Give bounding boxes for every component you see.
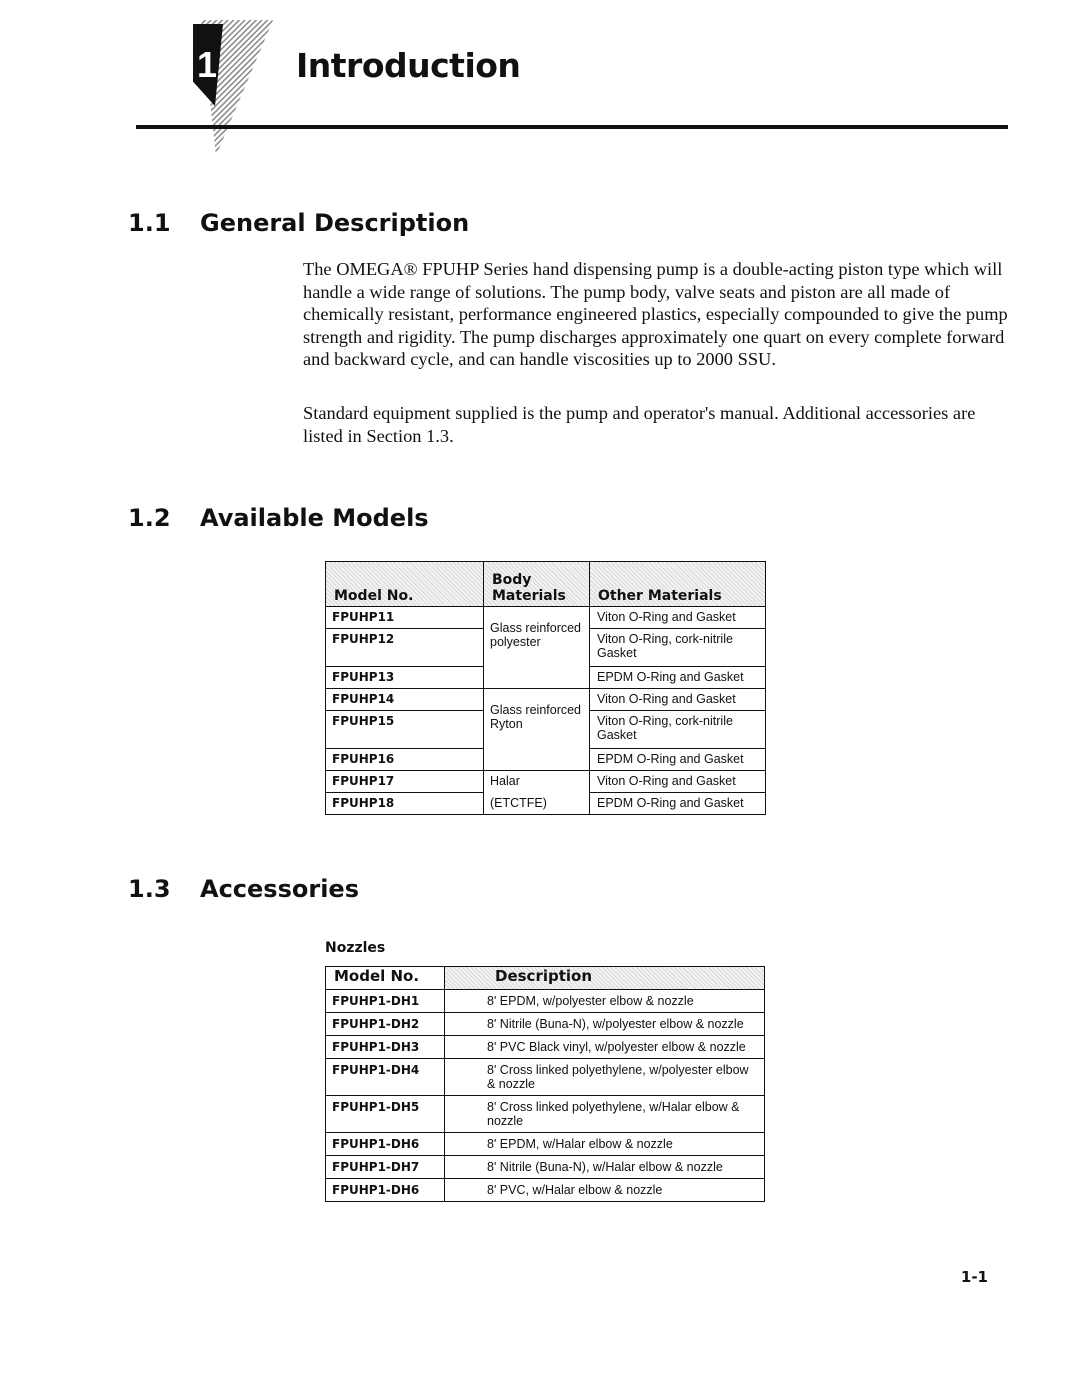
models-table	[325, 561, 766, 815]
table-row	[326, 1179, 765, 1202]
standard-equipment-paragraph: Standard equipment supplied is the pump and operator's manual. Additional accessories are listed in Section 1.3.	[303, 403, 976, 446]
model-number: FPUHP13	[326, 667, 484, 689]
accessories-table	[325, 966, 765, 1202]
other-materials: EPDM O-Ring and Gasket	[590, 793, 766, 815]
table-row	[326, 771, 766, 793]
table-row	[326, 1059, 765, 1096]
other-materials: EPDM O-Ring and Gasket	[590, 667, 766, 689]
chapter-number: 1	[196, 44, 218, 85]
other-materials: Viton O-Ring and Gasket	[590, 607, 766, 629]
page-number: 1-1	[960, 1268, 988, 1286]
model-number: FPUHP16	[326, 749, 484, 771]
table-row	[326, 607, 766, 629]
section-title: Available Models	[200, 504, 429, 532]
model-number: FPUHP12	[326, 629, 484, 667]
accessories-header-description: Description	[445, 967, 765, 990]
accessory-model-number: FPUHP1-DH6	[326, 1179, 445, 1202]
table-row	[326, 1096, 765, 1133]
body-material: Glass reinforced polyester	[484, 607, 590, 689]
body-material: (ETCTFE)	[484, 793, 590, 815]
table-row	[326, 1133, 765, 1156]
chapter-badge	[193, 20, 273, 160]
accessory-model-number: FPUHP1-DH2	[326, 1013, 445, 1036]
other-materials: Viton O-Ring and Gasket	[590, 771, 766, 793]
accessory-model-number: FPUHP1-DH4	[326, 1059, 445, 1096]
section-number: 1.1	[128, 209, 171, 237]
table-row	[326, 1013, 765, 1036]
chapter-title: Introduction	[296, 46, 521, 85]
accessory-model-number: FPUHP1-DH7	[326, 1156, 445, 1179]
accessory-description: 8' Nitrile (Buna-N), w/polyester elbow & nozzle	[445, 1013, 765, 1036]
models-header-body: Body Materials	[484, 562, 590, 607]
accessories-header-model: Model No.	[326, 967, 445, 990]
accessory-description: 8' PVC, w/Halar elbow & nozzle	[445, 1179, 765, 1202]
accessory-description: 8' PVC Black vinyl, w/polyester elbow & nozzle	[445, 1036, 765, 1059]
accessory-model-number: FPUHP1-DH5	[326, 1096, 445, 1133]
table-row	[326, 793, 766, 815]
table-row	[326, 1036, 765, 1059]
model-number: FPUHP18	[326, 793, 484, 815]
models-header-other: Other Materials	[590, 562, 766, 607]
accessory-description: 8' Nitrile (Buna-N), w/Halar elbow & nozzle	[445, 1156, 765, 1179]
accessory-model-number: FPUHP1-DH1	[326, 990, 445, 1013]
section-title: Accessories	[200, 875, 359, 903]
body-material: Glass reinforced Ryton	[484, 689, 590, 771]
general-description-paragraph: The OMEGA® FPUHP Series hand dispensing pump is a double-acting piston type which will handle a wide range of solutions. The pump body, valve seats and piston are all made of chemically resistant, performance engineered plastics, especially compounded to give the pump strength and rigidity. The pump discharges approximately one quart on every complete forward and backward cycle, and can handle viscosities up to 2000 SSU.	[303, 259, 1008, 369]
accessory-description: 8' EPDM, w/polyester elbow & nozzle	[445, 990, 765, 1013]
accessory-description: 8' Cross linked polyethylene, w/Halar elbow & nozzle	[445, 1096, 765, 1133]
table-row	[326, 990, 765, 1013]
other-materials: Viton O-Ring, cork-nitrile Gasket	[590, 711, 766, 749]
section-heading-general	[128, 209, 469, 237]
section-title: General Description	[200, 209, 470, 237]
section-heading-accessories	[128, 875, 359, 903]
section-heading-models	[128, 504, 429, 532]
table-row	[326, 689, 766, 711]
other-materials: Viton O-Ring, cork-nitrile Gasket	[590, 629, 766, 667]
accessory-description: 8' EPDM, w/Halar elbow & nozzle	[445, 1133, 765, 1156]
accessory-model-number: FPUHP1-DH6	[326, 1133, 445, 1156]
model-number: FPUHP14	[326, 689, 484, 711]
table-row	[326, 1156, 765, 1179]
section-number: 1.2	[128, 504, 171, 532]
model-number: FPUHP11	[326, 607, 484, 629]
other-materials: Viton O-Ring and Gasket	[590, 689, 766, 711]
section-number: 1.3	[128, 875, 171, 903]
accessory-description: 8' Cross linked polyethylene, w/polyester elbow & nozzle	[445, 1059, 765, 1096]
body-material: Halar	[484, 771, 590, 793]
other-materials: EPDM O-Ring and Gasket	[590, 749, 766, 771]
models-header-model: Model No.	[326, 562, 484, 607]
accessory-model-number: FPUHP1-DH3	[326, 1036, 445, 1059]
model-number: FPUHP17	[326, 771, 484, 793]
model-number: FPUHP15	[326, 711, 484, 749]
nozzles-subtitle: Nozzles	[325, 940, 386, 956]
header-rule	[136, 125, 1008, 129]
